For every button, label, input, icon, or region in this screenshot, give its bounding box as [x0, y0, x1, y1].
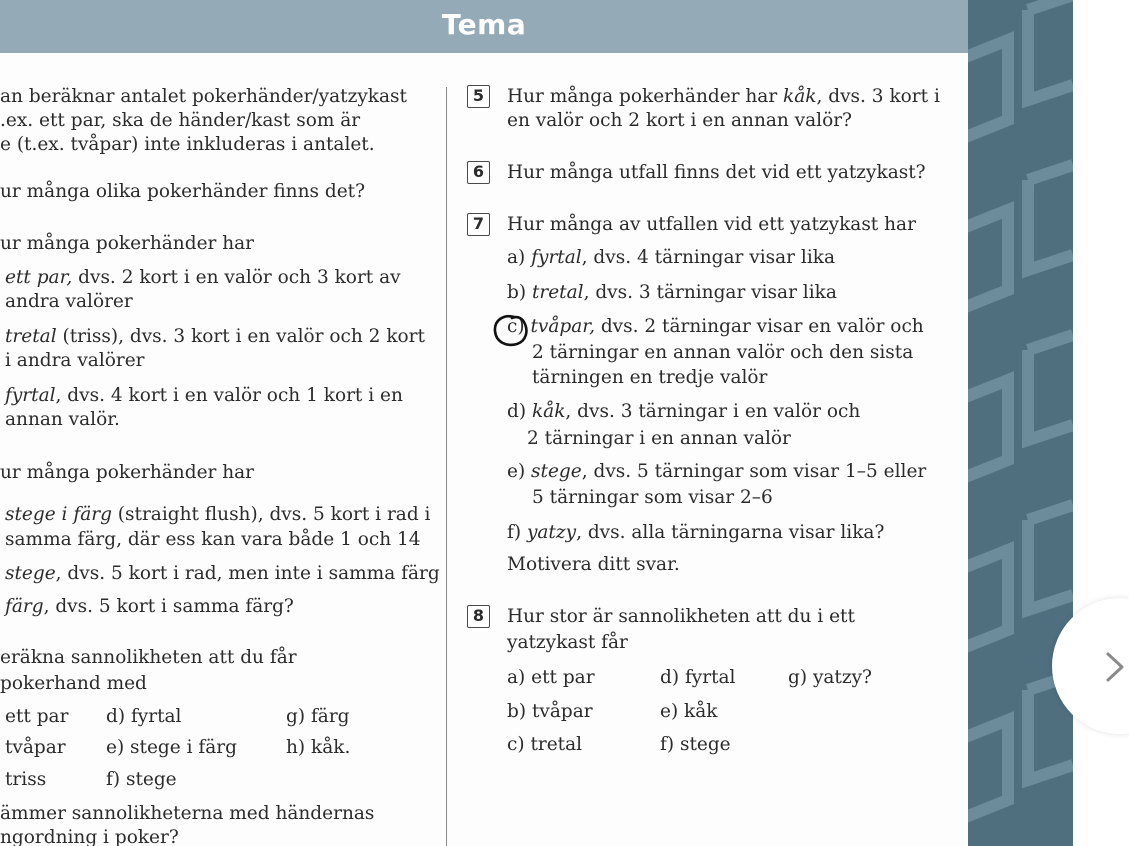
intro-line-1: an beräknar antalet pokerhänder/yatzykast — [0, 86, 407, 107]
question-7-b: b) tretal, dvs. 3 tärningar visar lika — [507, 282, 837, 303]
item-fyrtal-cont: annan valör. — [5, 409, 120, 430]
question-7-c-line-2: 2 tärningar en annan valör och den sista — [532, 342, 914, 363]
item-fyrtal: fyrtal, dvs. 4 kort i en valör och 1 kort i en — [5, 385, 403, 406]
question-number-8: 8 — [467, 605, 490, 628]
intro-line-3: e (t.ex. tvåpar) inte inkluderas i antalet. — [0, 134, 375, 155]
option-fyrtal: d) fyrtal — [106, 706, 182, 727]
question-probability-line-1: eräkna sannolikheten att du får — [0, 647, 297, 668]
question-7-e-line-2: 5 tärningar som visar 2–6 — [532, 487, 773, 508]
question-8-line-1: Hur stor är sannolikheten att du i ett — [507, 606, 855, 627]
question-7-motivate: Motivera ditt svar. — [507, 554, 680, 575]
question-7-c-line-3: tärningen en tredje valör — [532, 367, 768, 388]
q8-option-c: c) tretal — [507, 734, 583, 755]
question-8-line-2: yatzykast får — [507, 632, 628, 653]
chevron-pattern-graphic — [968, 0, 1073, 846]
question-7-e: e) stege, dvs. 5 tärningar som visar 1–5 eller — [507, 461, 927, 482]
option-triss: triss — [5, 769, 47, 790]
question-7-stem: Hur många av utfallen vid ett yatzykast har — [507, 214, 916, 235]
question-compare-line-1: ämmer sannolikheterna med händernas — [0, 803, 375, 824]
chapter-header — [0, 0, 968, 53]
intro-line-2: .ex. ett par, ska de händer/kast som är — [0, 110, 361, 131]
question-compare-line-2: ngordning i poker? — [0, 827, 179, 846]
question-7-a: a) fyrtal, dvs. 4 tärningar visar lika — [507, 247, 835, 268]
item-stege-i-farg-cont: samma färg, där ess kan vara både 1 och 14 — [5, 529, 421, 550]
q8-option-a: a) ett par — [507, 667, 595, 688]
question-hands-stem: ur många pokerhänder har — [0, 233, 255, 254]
question-number-5: 5 — [467, 85, 490, 108]
option-tvapar: tvåpar — [5, 737, 66, 758]
q8-option-e: e) kåk — [660, 701, 718, 722]
item-ett-par-cont: andra valörer — [5, 291, 133, 312]
handwritten-circle-mark — [490, 311, 534, 351]
question-number-6: 6 — [467, 161, 490, 184]
q8-option-b: b) tvåpar — [507, 701, 593, 722]
option-stege: f) stege — [106, 769, 177, 790]
question-probability-line-2: pokerhand med — [0, 673, 147, 694]
chapter-title: Tema — [441, 8, 527, 41]
question-number-7: 7 — [467, 213, 490, 236]
item-stege-i-farg: stege i färg (straight flush), dvs. 5 kort i rad i — [5, 504, 431, 525]
question-5-line-2: en valör och 2 kort i en annan valör? — [507, 110, 852, 131]
question-hands-stem-2: ur många pokerhänder har — [0, 462, 255, 483]
question-7-d-line-2: 2 tärningar i en annan valör — [527, 428, 791, 449]
question-6-text: Hur många utfall finns det vid ett yatzykast? — [507, 162, 926, 183]
decorative-side-panel — [968, 0, 1073, 846]
item-tretal: tretal (triss), dvs. 3 kort i en valör och 2 kort — [5, 326, 425, 347]
chevron-right-icon[interactable] — [1100, 650, 1129, 684]
q8-option-g: g) yatzy? — [788, 667, 872, 688]
item-ett-par: ett par, dvs. 2 kort i en valör och 3 kort av — [5, 267, 401, 288]
q8-option-d: d) fyrtal — [660, 667, 736, 688]
question-7-d: d) kåk, dvs. 3 tärningar i en valör och — [507, 401, 861, 422]
item-farg: färg, dvs. 5 kort i samma färg? — [5, 596, 294, 617]
question-7-c: c) tvåpar, dvs. 2 tärningar visar en valör och — [507, 316, 924, 337]
item-stege: stege, dvs. 5 kort i rad, men inte i samma färg — [5, 563, 440, 584]
option-ett-par: ett par — [5, 706, 69, 727]
question-total-hands: ur många olika pokerhänder finns det? — [0, 181, 366, 202]
option-farg: g) färg — [286, 706, 350, 727]
option-stege-i-farg: e) stege i färg — [106, 737, 237, 758]
question-7-f: f) yatzy, dvs. alla tärningarna visar lika? — [507, 522, 885, 543]
column-divider — [446, 87, 447, 846]
q8-option-f: f) stege — [660, 734, 731, 755]
option-kak: h) kåk. — [286, 737, 351, 758]
item-tretal-cont: i andra valörer — [5, 350, 145, 371]
question-5-line-1: Hur många pokerhänder har kåk, dvs. 3 kort i — [507, 86, 940, 107]
